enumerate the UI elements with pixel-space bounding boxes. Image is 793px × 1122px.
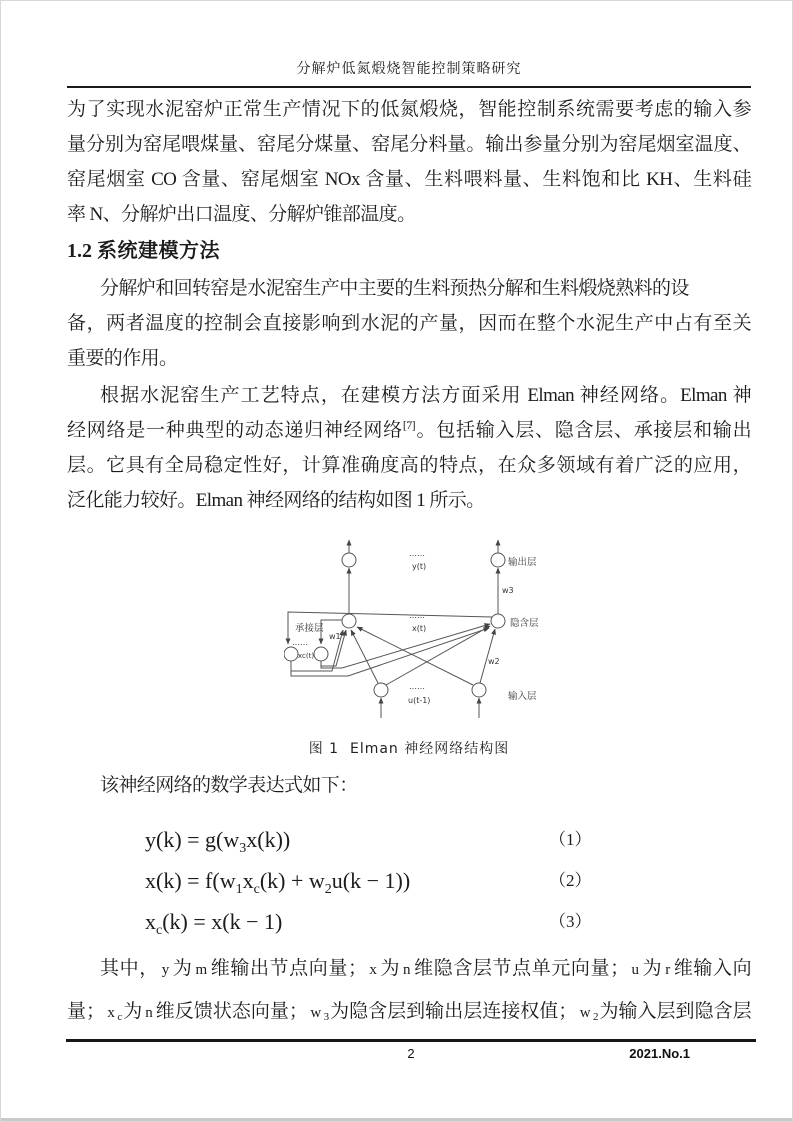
formula-1 bbox=[67, 819, 751, 860]
dots-output-label: …… bbox=[409, 549, 425, 558]
section-heading bbox=[67, 234, 751, 269]
context-layer-label: 承接层 bbox=[295, 623, 324, 634]
paragraph-variable-definitions bbox=[67, 948, 751, 1034]
footer-row bbox=[66, 1042, 756, 1066]
node-output-1 bbox=[342, 553, 356, 567]
edge-input2-hidden2-w2 bbox=[480, 629, 495, 683]
formula-block bbox=[67, 819, 751, 942]
elman-network-diagram bbox=[284, 532, 556, 724]
formula-1-number: （1） bbox=[549, 830, 592, 849]
xct-label: xc(t) bbox=[298, 652, 315, 660]
body-line: 其中， y 为 m 维输出节点向量； x 为 n 维隐含层节点单元向量； u 为 r 维输入向 bbox=[100, 958, 752, 979]
scan-edge bbox=[1, 1118, 792, 1121]
body-line: 分解炉和回转窑是水泥窑生产中主要的生料预热分解和生料煅烧熟料的设 bbox=[100, 278, 689, 299]
node-hidden-1 bbox=[342, 614, 356, 628]
paragraph-equipment bbox=[67, 271, 751, 376]
formula-3-expression: $x_c(k) = x(k - 1)$ bbox=[145, 909, 283, 938]
formula-3 bbox=[67, 901, 751, 942]
body-line: 窑尾烟室 CO 含量、窑尾烟室 NOx 含量、生料喂料量、生料饱和比 KH、生料硅 bbox=[67, 169, 751, 190]
w2-label: w2 bbox=[488, 657, 500, 666]
ut-label: u(t-1) bbox=[408, 696, 431, 705]
formula-2 bbox=[67, 860, 751, 901]
body-line: 经网络是一种典型的动态递归神经网络[7]。包括输入层、隐含层、承接层和输出 bbox=[67, 418, 751, 441]
formula-3-number: （3） bbox=[549, 912, 592, 931]
w1-label: w1 bbox=[329, 632, 341, 641]
output-layer-label: 输出层 bbox=[508, 557, 537, 568]
input-layer-label: 输入层 bbox=[508, 691, 537, 702]
page-number: 2 bbox=[407, 1046, 415, 1061]
node-input-2 bbox=[472, 683, 486, 697]
node-output-2 bbox=[491, 553, 505, 567]
edge-input1-hidden2 bbox=[386, 626, 490, 685]
node-input-1 bbox=[374, 683, 388, 697]
paragraph-formula-intro: 该神经网络的数学表达式如下： bbox=[100, 775, 358, 796]
edge-input1-hidden1 bbox=[351, 630, 378, 683]
formula-1-expression: $y(k) = g(w_3x(k))$ bbox=[145, 827, 291, 856]
running-header-title: 分解炉低氮煅烧智能控制策略研究 bbox=[296, 62, 522, 77]
page-footer bbox=[66, 1039, 756, 1066]
hidden-layer-label: 隐含层 bbox=[510, 618, 539, 629]
section-title: 系统建模方法 bbox=[97, 240, 220, 262]
figure-caption: 图 1 Elman 神经网络结构图 bbox=[308, 741, 510, 757]
node-context-2 bbox=[314, 647, 328, 661]
body-line: 根据水泥窑生产工艺特点，在建模方法方面采用 Elman 神经网络。Elman 神 bbox=[100, 385, 751, 406]
formula-2-number: （2） bbox=[549, 871, 592, 890]
body-line: 为了实现水泥窑炉正常生产情况下的低氮煅烧，智能控制系统需要考虑的输入参 bbox=[67, 99, 751, 120]
dots-hidden-label: …… bbox=[409, 611, 425, 620]
formula-2-expression: $x(k) = f(w_1x_c(k) + w_2u(k - 1))$ bbox=[145, 868, 411, 897]
dots-input-label: …… bbox=[409, 682, 425, 691]
node-hidden-2 bbox=[491, 614, 505, 628]
body-line: 率 N、分解炉出口温度、分解炉锥部温度。 bbox=[67, 204, 416, 225]
paragraph-intro bbox=[67, 92, 751, 232]
header-rule bbox=[67, 86, 751, 88]
w3-label: w3 bbox=[502, 586, 514, 595]
body-line: 量； x $_c$为 n 维反馈状态向量； w $_3$为隐含层到输出层连接权值； w $_2$为输入层到隐含层 bbox=[67, 1001, 752, 1023]
body-line: 层。它具有全局稳定性好，计算准确度高的特点，在众多领域有着广泛的应用， bbox=[67, 455, 751, 476]
body-line: 泛化能力较好。Elman 神经网络的结构如图 1 所示。 bbox=[67, 490, 485, 511]
body-line: 备，两者温度的控制会直接影响到水泥的产量，因而在整个水泥生产中占有至关 bbox=[67, 313, 751, 334]
figure-elman-network bbox=[67, 532, 751, 724]
node-context-1 bbox=[284, 647, 298, 661]
paragraph-elman bbox=[67, 378, 751, 518]
xt-label: x(t) bbox=[412, 624, 427, 633]
dots-context-label: …… bbox=[292, 638, 308, 647]
section-number: 1.2 bbox=[67, 240, 97, 262]
body-line: 重要的作用。 bbox=[67, 348, 178, 369]
body-line: 量分别为窑尾喂煤量、窑尾分煤量、窑尾分料量。输出参量分别为窑尾烟室温度、 bbox=[67, 134, 751, 155]
yt-label: y(t) bbox=[412, 562, 427, 571]
issue-label: 2021.No.1 bbox=[629, 1046, 690, 1061]
page-content bbox=[67, 1, 751, 1034]
